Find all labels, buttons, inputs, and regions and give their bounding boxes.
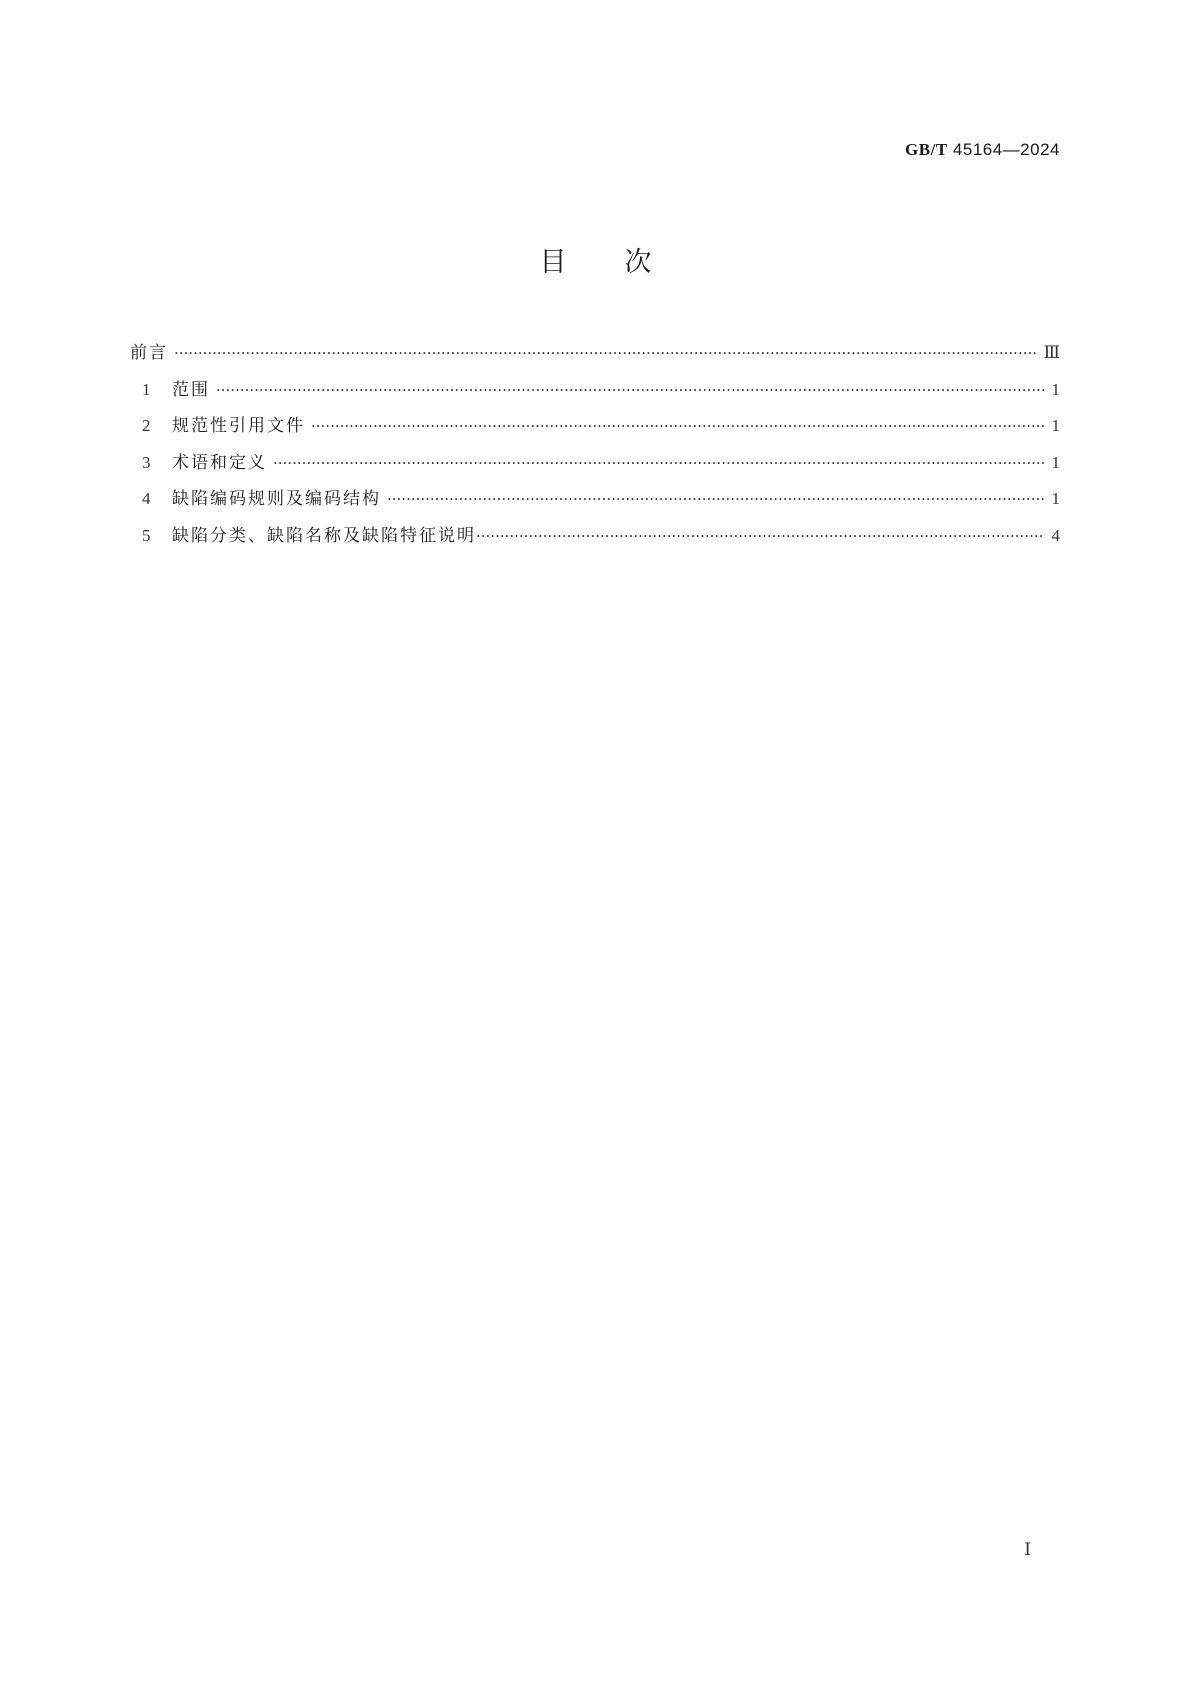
toc-title: 目次 (539, 247, 710, 278)
toc-entry-label: 前言 (130, 343, 168, 363)
toc-entry-number: 1 (142, 379, 151, 399)
toc-entry-page: 4 (1051, 525, 1060, 545)
table-of-contents (130, 338, 1060, 557)
toc-entry-label: 术语和定义 (172, 452, 267, 473)
toc-dot-leader (387, 490, 1044, 508)
toc-entry-number: 3 (142, 452, 151, 472)
toc-entry-label: 范围 (172, 379, 210, 400)
toc-dot-leader (273, 454, 1044, 472)
toc-entry-defect-classification[interactable] (142, 521, 1060, 558)
standard-number: 45164—2024 (952, 140, 1060, 159)
toc-entry-page: 1 (1051, 379, 1060, 399)
toc-entry-normative-references[interactable] (142, 411, 1060, 448)
toc-entry-page: 1 (1051, 416, 1060, 435)
toc-dot-leader (311, 417, 1044, 435)
toc-entry-foreword[interactable] (130, 338, 1060, 375)
standard-prefix: GB/T (905, 140, 948, 159)
toc-entry-terms-definitions[interactable] (142, 448, 1060, 485)
toc-entry-number: 4 (142, 489, 151, 508)
toc-entry-scope[interactable] (142, 375, 1060, 412)
toc-entry-label: 缺陷分类、缺陷名称及缺陷特征说明 (172, 525, 476, 546)
toc-entry-coding-rules[interactable] (142, 484, 1060, 521)
toc-dot-leader (476, 527, 1044, 545)
toc-entry-label: 规范性引用文件 (172, 416, 305, 436)
toc-entry-number: 5 (142, 525, 151, 545)
toc-entry-page: 1 (1051, 489, 1060, 508)
standard-code (905, 140, 1060, 160)
toc-entry-page: Ⅲ (1043, 343, 1060, 362)
toc-dot-leader (216, 381, 1044, 399)
toc-dot-leader (174, 344, 1036, 362)
toc-entry-label: 缺陷编码规则及编码结构 (172, 489, 381, 509)
toc-entry-number: 2 (142, 416, 151, 435)
toc-entry-page: 1 (1051, 452, 1060, 472)
page-number: Ⅰ (1024, 1540, 1031, 1559)
